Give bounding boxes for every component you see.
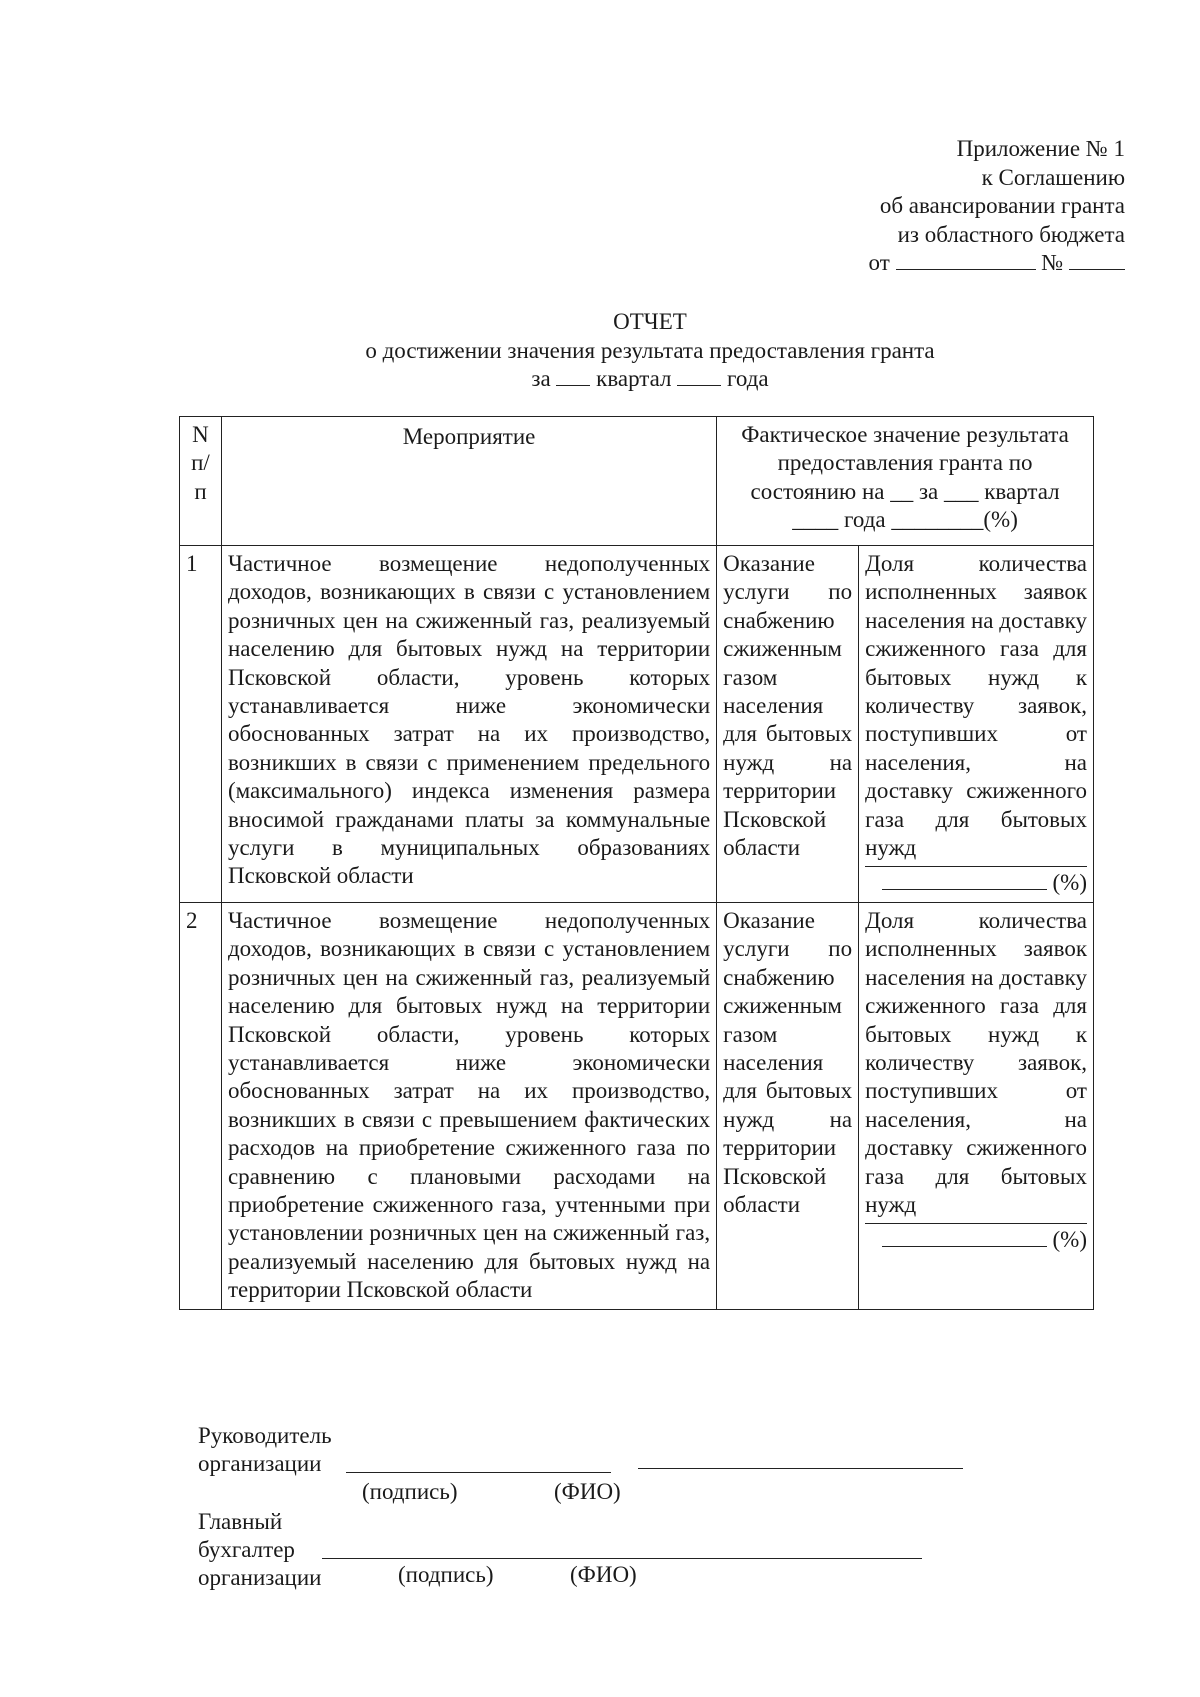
period-prefix: за — [531, 366, 551, 391]
header-fact-line-3: состоянию на __ за ___ квартал — [750, 478, 1060, 504]
period-year: года — [727, 366, 769, 391]
report-subtitle: о достижении значения результата предоставления гранта — [365, 337, 935, 363]
row-share-cell — [859, 546, 1094, 903]
pct-line-top — [865, 862, 1087, 867]
row-num: 1 — [180, 546, 222, 903]
number-blank — [1069, 251, 1125, 270]
pct-line-top — [865, 1219, 1087, 1224]
head-row-2 — [198, 1450, 332, 1478]
acc-sign-line — [322, 1536, 922, 1559]
table-row — [180, 902, 1094, 1309]
appendix-date-line — [869, 249, 1125, 278]
head-label-1: Руководитель — [198, 1423, 332, 1448]
header-event: Мероприятие — [221, 417, 716, 546]
acc-row-2 — [198, 1536, 332, 1564]
appendix-line-2: к Соглашению — [981, 164, 1125, 190]
pct-line — [865, 1226, 1087, 1254]
acc-label-1: Главный — [198, 1509, 283, 1534]
pct-unit: (%) — [1052, 1227, 1087, 1253]
row-service: Оказание услуги по снабжению сжиженным газом населения для бытовых нужд на территории Псковской области — [717, 546, 859, 903]
pct-blank — [882, 869, 1047, 890]
acc-label-3: организации — [198, 1565, 322, 1590]
head-sign-line — [346, 1450, 611, 1473]
acc-label-2: бухгалтер — [198, 1537, 295, 1562]
head-sign-caption: (подпись) — [362, 1479, 458, 1504]
acc-name-caption: (ФИО) — [570, 1562, 637, 1587]
report-table — [179, 416, 1094, 1310]
appendix-line-4: из областного бюджета — [897, 221, 1125, 247]
signature-block — [198, 1422, 637, 1592]
table-row — [180, 546, 1094, 903]
quarter-blank — [556, 367, 590, 386]
pct-unit: (%) — [1052, 870, 1087, 896]
head-name-line — [638, 1450, 963, 1469]
report-title — [0, 308, 1200, 394]
head-row-3 — [198, 1478, 621, 1506]
row-num: 2 — [180, 902, 222, 1309]
row-share-cell — [859, 902, 1094, 1309]
row-event: Частичное возмещение недополученных доходов, возникающих в связи с установлением розничных цен на сжиженный газ, реализуемый населению для бытовых нужд на территории Псковской области, уровень которых устанавливается ниже экономически обоснованных затрат на их производство, возникших в связи с применением предельного (максимального) индекса изменения размера вносимой гражданами платы за коммунальные услуги в муниципальных образованиях Псковской области — [221, 546, 716, 903]
acc-sign-caption: (подпись) — [398, 1562, 494, 1587]
report-heading: ОТЧЕТ — [613, 309, 687, 334]
header-fact — [717, 417, 1094, 546]
row-service: Оказание услуги по снабжению сжиженным газом населения для бытовых нужд на территории Псковской области — [717, 902, 859, 1309]
head-name-caption: (ФИО) — [554, 1479, 621, 1504]
acc-row-1 — [198, 1508, 332, 1536]
row-share: Доля количества исполненных заявок населения на доставку сжиженного газа для бытовых нужд к количеству заявок, поступивших от населения, на доставку сжиженного газа для бытовых нужд — [865, 551, 1087, 861]
row-share: Доля количества исполненных заявок населения на доставку сжиженного газа для бытовых нужд к количеству заявок, поступивших от населения, на доставку сжиженного газа для бытовых нужд — [865, 907, 1087, 1217]
pct-blank — [882, 1226, 1047, 1247]
table-header-row — [180, 417, 1094, 546]
appendix-header — [869, 135, 1125, 278]
head-row-1 — [198, 1422, 332, 1450]
header-fact-line-2: предоставления гранта по — [777, 450, 1033, 476]
period-quarter: квартал — [596, 366, 672, 391]
date-blank — [896, 251, 1036, 270]
appendix-date-prefix: от — [868, 250, 890, 275]
pct-line — [865, 869, 1087, 897]
header-num: N п/п — [180, 417, 222, 546]
appendix-line-1: Приложение № 1 — [956, 136, 1125, 161]
year-blank — [677, 367, 721, 386]
header-fact-line-4: ____ года ________(%) — [792, 507, 1018, 533]
header-fact-line-1: Фактическое значение результата — [741, 422, 1069, 447]
head-label-2: организации — [198, 1451, 322, 1476]
appendix-number-sign: № — [1041, 250, 1064, 275]
row-event: Частичное возмещение недополученных доходов, возникающих в связи с установлением розничных цен на сжиженный газ, реализуемый населению для бытовых нужд на территории Псковской области, уровень которых устанавливается ниже экономически обоснованных затрат на их производство, возникших в связи с превышением фактических расходов на приобретение сжиженного газа по сравнению с плановыми расходами на приобретение сжиженного газа, учтенными при установлении розничных цен на сжиженный газ, реализуемый населению для бытовых нужд на территории Псковской области — [221, 902, 716, 1309]
report-period — [0, 365, 1200, 394]
acc-row-3 — [198, 1562, 637, 1592]
appendix-line-3: об авансировании гранта — [879, 193, 1125, 218]
